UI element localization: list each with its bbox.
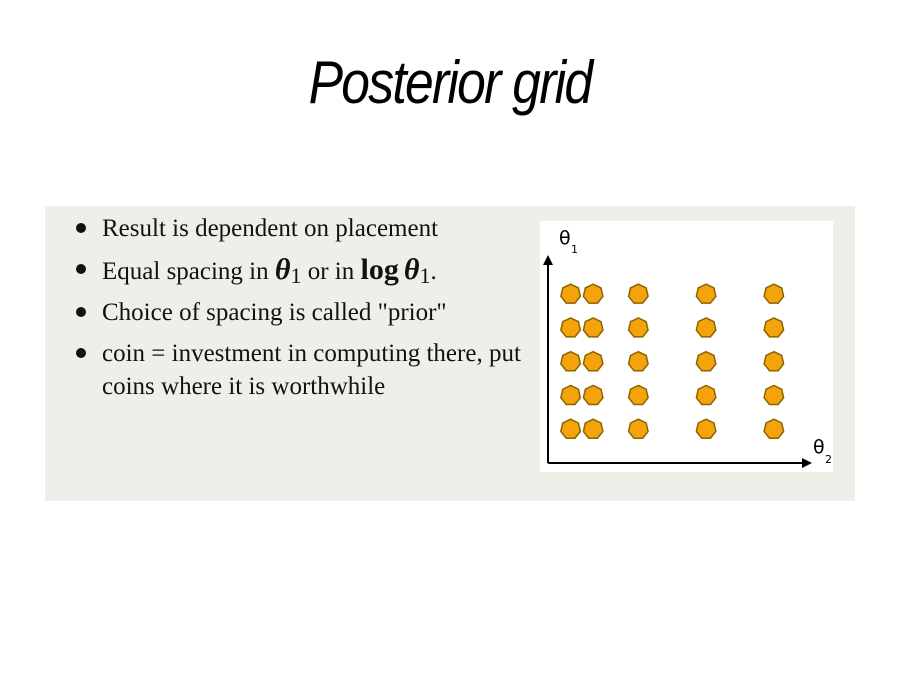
coin-marker [696,352,716,371]
bullet-text-mid: or in [301,258,361,285]
bullet-list [73,212,533,411]
theta-subscript: 1 [290,263,302,288]
bullet-item-prior [73,296,533,329]
content-box [45,206,855,501]
theta-subscript: 1 [419,263,431,288]
coin-marker [583,352,603,371]
coin-marker [764,352,784,371]
bullet-dot [76,264,86,274]
bullet-text-pre: Equal spacing in [102,258,275,285]
y-axis-label: θ [559,227,571,249]
theta-symbol: θ [403,253,420,286]
coin-marker [561,419,581,438]
coin-marker [583,284,603,303]
bullet-dot [76,307,86,317]
y-axis-label-subscript: 1 [571,243,578,256]
bullet-dot [76,348,86,358]
bullet-text-post: . [430,258,437,285]
coin-markers [561,284,784,438]
coin-marker [629,318,648,337]
coin-marker [561,352,581,371]
x-axis-label-subscript: 2 [825,453,832,466]
coin-marker [764,284,784,303]
bullet-item-placement [73,212,533,245]
coin-marker [764,318,784,337]
coin-marker [561,385,581,404]
coin-marker [696,385,716,404]
grid-plot [540,221,833,472]
bullet-item-coin [73,337,533,403]
coin-marker [561,284,581,303]
coin-marker [629,385,648,404]
bullet-text: Result is dependent on placement [102,215,439,242]
coin-marker [696,284,716,303]
coin-marker [764,385,784,404]
coin-marker [629,352,648,371]
coin-marker [583,419,603,438]
coin-marker [561,318,581,337]
bullet-text: Choice of spacing is called "prior" [102,299,447,326]
coin-marker [764,419,784,438]
coin-marker [583,318,603,337]
coin-marker [696,419,716,438]
bullet-item-spacing [73,253,533,288]
coin-marker [629,284,648,303]
bullet-text: coin = investment in computing there, put coins where it is worthwhile [102,340,521,400]
x-axis-label: θ [813,436,825,458]
log-function: log [360,253,399,286]
coin-marker [583,385,603,404]
bullet-dot [76,223,86,233]
coin-marker [696,318,716,337]
slide-title: Posterior grid [308,49,592,116]
posterior-grid-figure [540,221,833,472]
theta-symbol: θ [274,253,291,286]
coin-marker [629,419,648,438]
